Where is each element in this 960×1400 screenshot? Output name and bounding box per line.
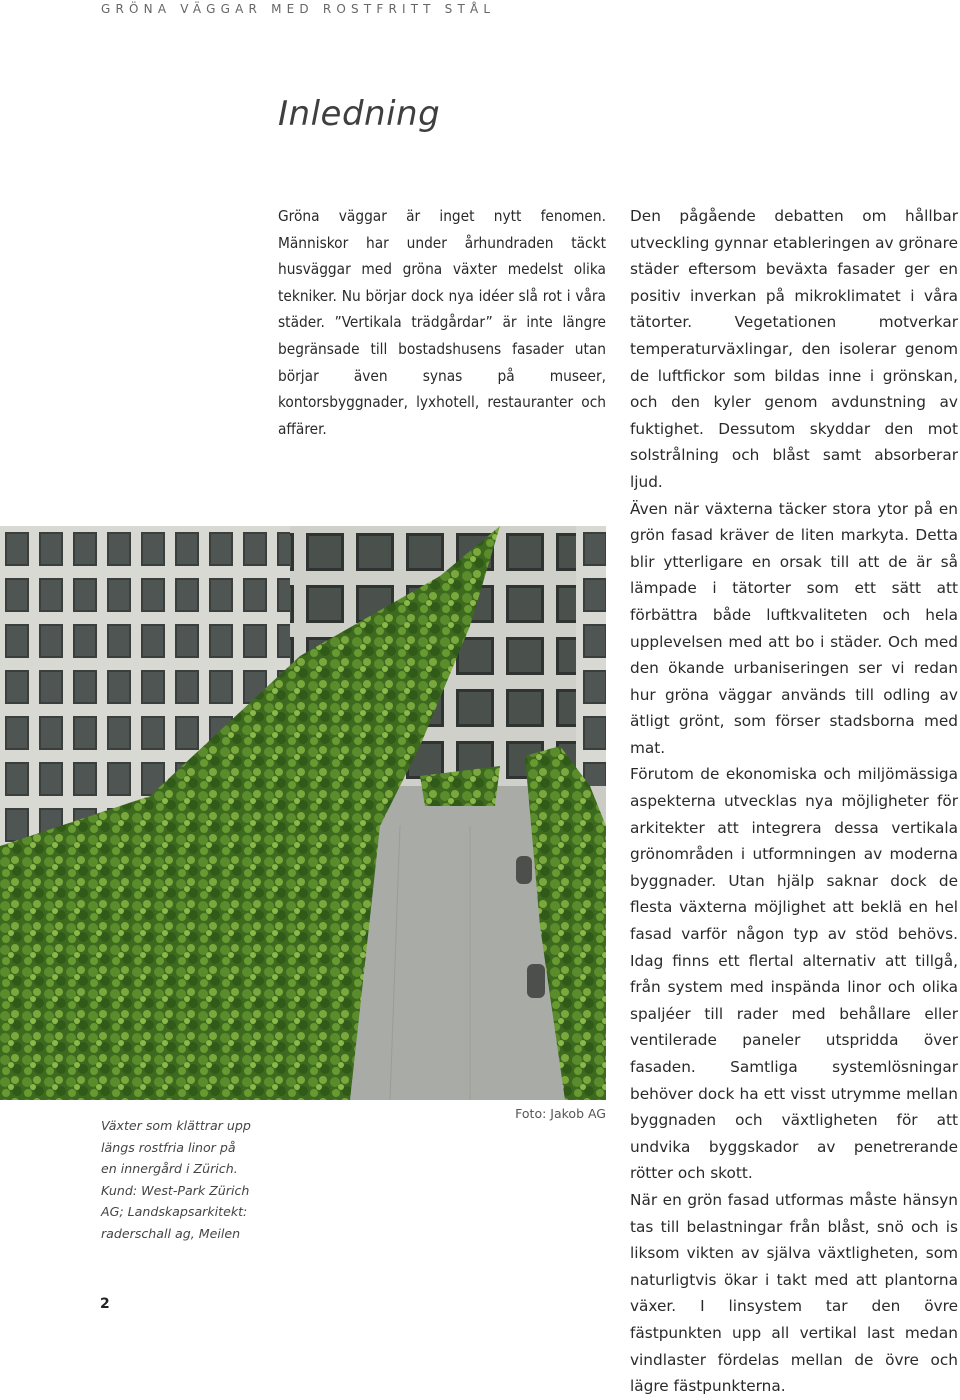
caption-line: längs rostfria linor på <box>101 1139 236 1155</box>
body-paragraph: Den pågående debatten om hållbar utveckling gynnar etableringen av grönare städer eftersom beväxta fasader ger en positiv inverkan på mikroklimatet i våra tätorter. Vegetationen motverkar temperaturväxlingar, den isolerar genom de luftfickor som bildas inne i grönskan, och den kyler genom avdunstning av fuktighet. Dessutom skyddar den mot solstrålning och blåst samt absorberar ljud. <box>630 207 958 491</box>
photo-credit: Foto: Jakob AG <box>515 1106 606 1121</box>
intro-paragraph: Gröna väggar är inget nytt fenomen. Människor har under århundraden täckt husväggar med gröna växter medelst olika tekniker. Nu börjar dock nya idéer slå rot i våra städer. ”Vertikala trädgårdar” är inte längre begränsade till bostadshusens fasader utan börjar även synas på museer, kontorsbyggnader, lyxhotell, restauranter och affärer. <box>278 207 606 438</box>
caption-line: raderschall ag, Meilen <box>101 1225 241 1241</box>
page-number: 2 <box>100 1296 110 1312</box>
caption-line: Kund: West-Park Zürich <box>101 1182 250 1198</box>
page-title: Inledning <box>278 94 441 134</box>
caption-line: AG; Landskapsarkitekt: <box>101 1204 248 1220</box>
photo-caption <box>101 1115 251 1245</box>
courtyard-green-wall-photo <box>0 526 606 1100</box>
body-paragraph: Förutom de ekonomiska och miljömässiga aspekterna utvecklas nya möjligheter för arkitekter att integrera dessa vertikala grönområden i utformningen av moderna byggnader. Utan hjälp saknar dock de flesta växterna möjlighet att beklä en hel fasad varför någon typ av stöd behövs. Idag finns ett flertal alternativ att tillgå, från system med inspända linor och olika spaljéer till rader med behållare eller ventilerade paneler utspridda över fasaden. Samtliga systemlösningar behöver dock ha ett visst utrymme mellan byggnaden och växtligheten för att undvika byggskador av penetrerande rötter och skott. <box>630 765 958 1183</box>
caption-line: en innergård i Zürich. <box>101 1161 238 1177</box>
running-header: GRÖNA VÄGGAR MED ROSTFRITT STÅL <box>101 2 496 16</box>
caption-line: Växter som klättrar upp <box>101 1118 251 1133</box>
body-text-column <box>630 203 958 1400</box>
body-paragraph: Även när växterna täcker stora ytor på en grön fasad kräver de liten markyta. Detta blir ytterligare en orsak till att de är så lämpade i tätorter som ett sätt att förbättra både luftkvaliteten och hela upplevelsen med att bo i städer. Och med den ökande urbaniseringen ser vi redan hur gröna väggar används till odling av ätligt grönt, som förser stadsborna med mat. <box>630 499 958 757</box>
body-paragraph: När en grön fasad utformas måste hänsyn tas till belastningar från blåst, snö och is liksom vikten av själva växtligheten, som naturligtvis ökar i takt med att plantorna växer. I linsystem tar den övre fästpunkten upp all vertikal last medan vindlaster fördelas mellan de övre och lägre fästpunkterna. <box>630 1190 958 1396</box>
